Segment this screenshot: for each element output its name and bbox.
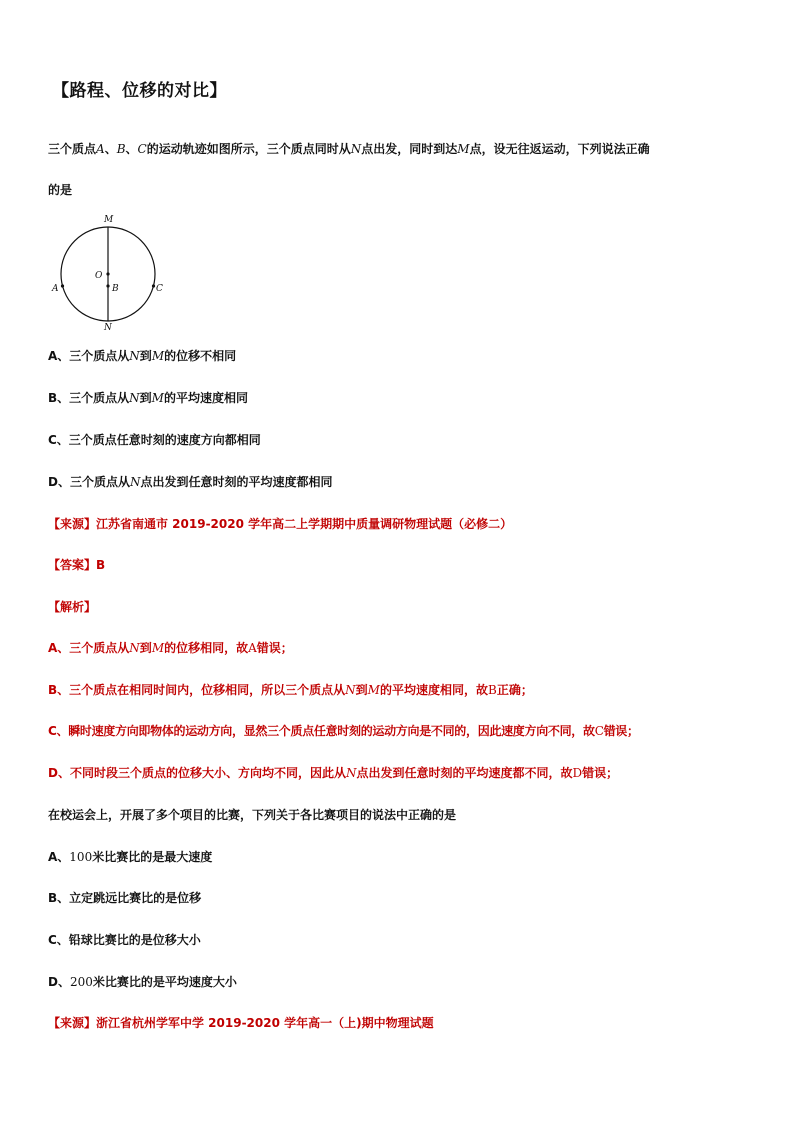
section-heading: 【路程、位移的对比】 — [52, 81, 227, 101]
analysis-d: D、不同时段三个质点的位移大小、方向均不同，因此从N点出发到任意时刻的平均速度都不同，故D错误； — [48, 766, 619, 780]
q2-option-b: B、立定跳远比赛比的是位移 — [48, 891, 202, 905]
label-n: N — [104, 323, 112, 333]
analysis-c: C、瞬时速度方向即物体的运动方向，显然三个质点任意时刻的运动方向是不同的，因此速度方向不同，故C错误； — [48, 724, 639, 738]
answer: 【答案】B — [48, 558, 106, 572]
label-a: A — [52, 284, 59, 294]
label-o: O — [95, 271, 103, 281]
question-1-source: 【来源】江苏省南通市 2019-2020 学年高二上学期期中质量调研物理试题（必修二） — [48, 517, 513, 531]
label-b: B — [112, 284, 119, 294]
trajectory-figure — [48, 210, 170, 338]
option-c: C、三个质点任意时刻的速度方向都相同 — [48, 433, 261, 447]
point-o — [106, 272, 109, 275]
question-2-stem: 在校运会上，开展了多个项目的比赛，下列关于各比赛项目的说法中正确的是 — [48, 808, 457, 822]
q2-option-d: D、200米比赛比的是平均速度大小 — [48, 975, 237, 989]
option-a: A、三个质点从N到M的位移不相同 — [48, 349, 237, 363]
analysis-label: 【解析】 — [48, 600, 97, 614]
analysis-b: B、三个质点在相同时间内，位移相同，所以三个质点从N到M的平均速度相同，故B正确； — [48, 683, 533, 697]
point-c — [152, 284, 155, 287]
analysis-a: A、三个质点从N到M的位移相同，故A错误； — [48, 641, 293, 655]
label-c: C — [156, 284, 163, 294]
option-d: D、三个质点从N点出发到任意时刻的平均速度都相同 — [48, 475, 333, 489]
point-b — [106, 284, 109, 287]
point-a — [61, 284, 64, 287]
question-1-stem-line-2: 的是 — [48, 183, 73, 197]
q2-option-c: C、铅球比赛比的是位移大小 — [48, 933, 201, 947]
option-b: B、三个质点从N到M的平均速度相同 — [48, 391, 248, 405]
question-1-stem-line-1: 三个质点A、B、C的运动轨迹如图所示，三个质点同时从N点出发，同时到达M点，设无往返运动，下列说法正确 — [48, 142, 650, 156]
question-2-source: 【来源】浙江省杭州学军中学 2019-2020 学年高一（上)期中物理试题 — [48, 1016, 434, 1030]
label-m: M — [104, 215, 114, 225]
q2-option-a: A、100米比赛比的是最大速度 — [48, 850, 213, 864]
